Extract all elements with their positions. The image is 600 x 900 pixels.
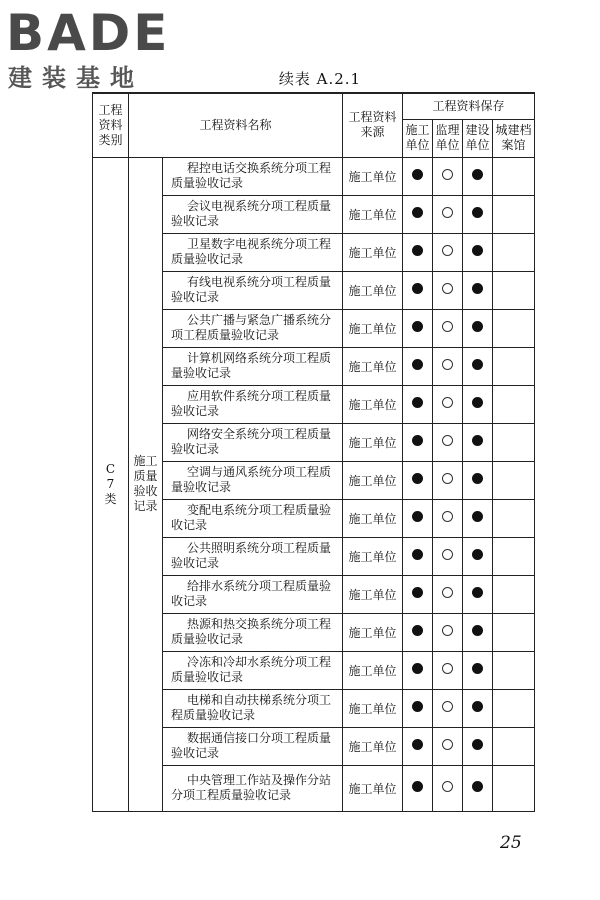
record-name-cell <box>163 347 343 385</box>
hollow-circle-icon <box>442 359 453 370</box>
storage-mark-cell <box>493 423 535 461</box>
record-name-cell <box>163 157 343 195</box>
record-name: 热源和热交换系统分项工程质量验收记录 <box>171 617 332 646</box>
filled-circle-icon <box>472 625 483 636</box>
storage-mark-cell <box>433 461 463 499</box>
record-name: 计算机网络系统分项工程质量验收记录 <box>171 351 332 380</box>
storage-mark-cell <box>463 423 493 461</box>
storage-mark-cell <box>493 499 535 537</box>
storage-mark-cell <box>463 385 493 423</box>
filled-circle-icon <box>412 739 423 750</box>
record-source: 施工单位 <box>343 575 403 613</box>
record-name: 公共照明系统分项工程质量验收记录 <box>171 541 332 570</box>
table-body <box>93 157 535 811</box>
storage-mark-cell <box>433 271 463 309</box>
storage-mark-cell <box>433 195 463 233</box>
filled-circle-icon <box>412 625 423 636</box>
storage-mark-cell <box>493 689 535 727</box>
storage-mark-cell <box>403 461 433 499</box>
hollow-circle-icon <box>442 207 453 218</box>
record-name: 冷冻和冷却水系统分项工程质量验收记录 <box>171 655 332 684</box>
filled-circle-icon <box>472 359 483 370</box>
filled-circle-icon <box>412 781 423 792</box>
filled-circle-icon <box>412 321 423 332</box>
storage-mark-cell <box>433 765 463 811</box>
storage-mark-cell <box>493 651 535 689</box>
record-name-cell <box>163 651 343 689</box>
storage-mark-cell <box>493 575 535 613</box>
hollow-circle-icon <box>442 245 453 256</box>
header-col-construction: 施工单位 <box>403 119 433 157</box>
record-name-cell <box>163 689 343 727</box>
record-name-cell <box>163 727 343 765</box>
record-source: 施工单位 <box>343 195 403 233</box>
record-source: 施工单位 <box>343 727 403 765</box>
storage-mark-cell <box>493 233 535 271</box>
storage-mark-cell <box>403 613 433 651</box>
storage-mark-cell <box>493 461 535 499</box>
record-name: 电梯和自动扶梯系统分项工程质量验收记录 <box>171 693 332 722</box>
storage-mark-cell <box>433 233 463 271</box>
storage-mark-cell <box>463 651 493 689</box>
hollow-circle-icon <box>442 549 453 560</box>
hollow-circle-icon <box>442 321 453 332</box>
filled-circle-icon <box>472 245 483 256</box>
filled-circle-icon <box>472 781 483 792</box>
storage-mark-cell <box>403 233 433 271</box>
storage-mark-cell <box>403 689 433 727</box>
filled-circle-icon <box>472 739 483 750</box>
record-name: 网络安全系统分项工程质量验收记录 <box>171 427 332 456</box>
record-name-cell <box>163 271 343 309</box>
storage-mark-cell <box>403 575 433 613</box>
storage-mark-cell <box>403 423 433 461</box>
record-source: 施工单位 <box>343 423 403 461</box>
storage-mark-cell <box>403 727 433 765</box>
header-name: 工程资料名称 <box>129 93 343 157</box>
filled-circle-icon <box>472 549 483 560</box>
record-source: 施工单位 <box>343 309 403 347</box>
storage-mark-cell <box>403 537 433 575</box>
filled-circle-icon <box>412 549 423 560</box>
logo-wordmark: BADE <box>6 4 171 62</box>
record-source: 施工单位 <box>343 461 403 499</box>
table-title: 续表 A.2.1 <box>278 70 362 88</box>
hollow-circle-icon <box>442 739 453 750</box>
storage-mark-cell <box>463 727 493 765</box>
header-source: 工程资料来源 <box>343 93 403 157</box>
hollow-circle-icon <box>442 663 453 674</box>
filled-circle-icon <box>412 701 423 712</box>
filled-circle-icon <box>412 397 423 408</box>
record-name-cell <box>163 385 343 423</box>
filled-circle-icon <box>472 435 483 446</box>
storage-mark-cell <box>403 309 433 347</box>
record-name-cell <box>163 499 343 537</box>
record-name: 会议电视系统分项工程质量验收记录 <box>171 199 332 228</box>
filled-circle-icon <box>472 511 483 522</box>
record-source: 施工单位 <box>343 157 403 195</box>
record-name-cell <box>163 423 343 461</box>
storage-mark-cell <box>433 157 463 195</box>
filled-circle-icon <box>412 587 423 598</box>
hollow-circle-icon <box>442 435 453 446</box>
storage-mark-cell <box>433 537 463 575</box>
filled-circle-icon <box>412 169 423 180</box>
header-col-owner: 建设单位 <box>463 119 493 157</box>
storage-mark-cell <box>463 461 493 499</box>
record-source: 施工单位 <box>343 499 403 537</box>
record-source: 施工单位 <box>343 233 403 271</box>
record-name: 有线电视系统分项工程质量验收记录 <box>171 275 332 304</box>
storage-mark-cell <box>493 613 535 651</box>
record-source: 施工单位 <box>343 689 403 727</box>
filled-circle-icon <box>472 207 483 218</box>
header-col-archive: 城建档案馆 <box>493 119 535 157</box>
filled-circle-icon <box>472 701 483 712</box>
record-name: 程控电话交换系统分项工程质量验收记录 <box>171 161 332 190</box>
storage-mark-cell <box>463 195 493 233</box>
storage-mark-cell <box>493 347 535 385</box>
record-name: 给排水系统分项工程质量验收记录 <box>171 579 332 608</box>
storage-mark-cell <box>433 727 463 765</box>
page-number: 25 <box>500 833 522 853</box>
storage-mark-cell <box>403 157 433 195</box>
record-source: 施工单位 <box>343 537 403 575</box>
bade-logo <box>6 6 176 98</box>
header-storage: 工程资料保存 <box>403 93 535 119</box>
record-name: 数据通信接口分项工程质量验收记录 <box>171 731 332 760</box>
storage-mark-cell <box>433 423 463 461</box>
storage-mark-cell <box>433 347 463 385</box>
storage-mark-cell <box>463 157 493 195</box>
storage-mark-cell <box>463 271 493 309</box>
storage-mark-cell <box>493 385 535 423</box>
record-name-cell <box>163 613 343 651</box>
storage-mark-cell <box>433 689 463 727</box>
filled-circle-icon <box>472 473 483 484</box>
hollow-circle-icon <box>442 587 453 598</box>
storage-mark-cell <box>463 689 493 727</box>
hollow-circle-icon <box>442 283 453 294</box>
storage-mark-cell <box>463 537 493 575</box>
category-class-cell: C7类 <box>93 157 129 811</box>
storage-mark-cell <box>403 195 433 233</box>
storage-mark-cell <box>403 347 433 385</box>
hollow-circle-icon <box>442 473 453 484</box>
storage-mark-cell <box>463 575 493 613</box>
storage-mark-cell <box>433 651 463 689</box>
record-source: 施工单位 <box>343 651 403 689</box>
record-name: 卫星数字电视系统分项工程质量验收记录 <box>171 237 332 266</box>
storage-mark-cell <box>493 765 535 811</box>
record-name: 公共广播与紧急广播系统分项工程质量验收记录 <box>171 313 332 342</box>
storage-mark-cell <box>403 651 433 689</box>
storage-mark-cell <box>493 309 535 347</box>
filled-circle-icon <box>472 169 483 180</box>
record-source: 施工单位 <box>343 347 403 385</box>
storage-mark-cell <box>433 385 463 423</box>
filled-circle-icon <box>472 397 483 408</box>
record-name-cell <box>163 765 343 811</box>
record-name: 中央管理工作站及操作分站分项工程质量验收记录 <box>171 773 332 802</box>
record-source: 施工单位 <box>343 613 403 651</box>
table-row <box>93 157 535 195</box>
record-name-cell <box>163 195 343 233</box>
record-source: 施工单位 <box>343 765 403 811</box>
record-name-cell <box>163 537 343 575</box>
filled-circle-icon <box>472 663 483 674</box>
storage-mark-cell <box>403 271 433 309</box>
category-sub-cell: 施工质量验收记录 <box>129 157 163 811</box>
storage-mark-cell <box>433 613 463 651</box>
filled-circle-icon <box>412 663 423 674</box>
record-name-cell <box>163 233 343 271</box>
storage-mark-cell <box>403 765 433 811</box>
hollow-circle-icon <box>442 511 453 522</box>
storage-mark-cell <box>463 765 493 811</box>
storage-mark-cell <box>493 157 535 195</box>
header-col-supervision: 监理单位 <box>433 119 463 157</box>
filled-circle-icon <box>412 435 423 446</box>
storage-mark-cell <box>463 309 493 347</box>
record-name: 空调与通风系统分项工程质量验收记录 <box>171 465 332 494</box>
storage-mark-cell <box>463 347 493 385</box>
hollow-circle-icon <box>442 397 453 408</box>
record-name: 应用软件系统分项工程质量验收记录 <box>171 389 332 418</box>
storage-mark-cell <box>403 499 433 537</box>
hollow-circle-icon <box>442 701 453 712</box>
storage-mark-cell <box>463 613 493 651</box>
filled-circle-icon <box>472 587 483 598</box>
record-source: 施工单位 <box>343 271 403 309</box>
storage-mark-cell <box>433 575 463 613</box>
storage-mark-cell <box>433 499 463 537</box>
storage-mark-cell <box>433 309 463 347</box>
storage-mark-cell <box>463 233 493 271</box>
record-name: 变配电系统分项工程质量验收记录 <box>171 503 332 532</box>
storage-mark-cell <box>403 385 433 423</box>
storage-mark-cell <box>493 537 535 575</box>
records-table <box>92 92 535 812</box>
record-name-cell <box>163 461 343 499</box>
hollow-circle-icon <box>442 781 453 792</box>
logo-subtitle: 建装基地 <box>8 64 144 92</box>
filled-circle-icon <box>472 283 483 294</box>
filled-circle-icon <box>412 207 423 218</box>
header-category: 工程资料类别 <box>93 93 129 157</box>
storage-mark-cell <box>493 195 535 233</box>
storage-mark-cell <box>493 727 535 765</box>
filled-circle-icon <box>412 359 423 370</box>
storage-mark-cell <box>463 499 493 537</box>
filled-circle-icon <box>412 245 423 256</box>
record-source: 施工单位 <box>343 385 403 423</box>
storage-mark-cell <box>493 271 535 309</box>
filled-circle-icon <box>472 321 483 332</box>
record-name-cell <box>163 575 343 613</box>
filled-circle-icon <box>412 283 423 294</box>
filled-circle-icon <box>412 473 423 484</box>
filled-circle-icon <box>412 511 423 522</box>
hollow-circle-icon <box>442 169 453 180</box>
hollow-circle-icon <box>442 625 453 636</box>
record-name-cell <box>163 309 343 347</box>
